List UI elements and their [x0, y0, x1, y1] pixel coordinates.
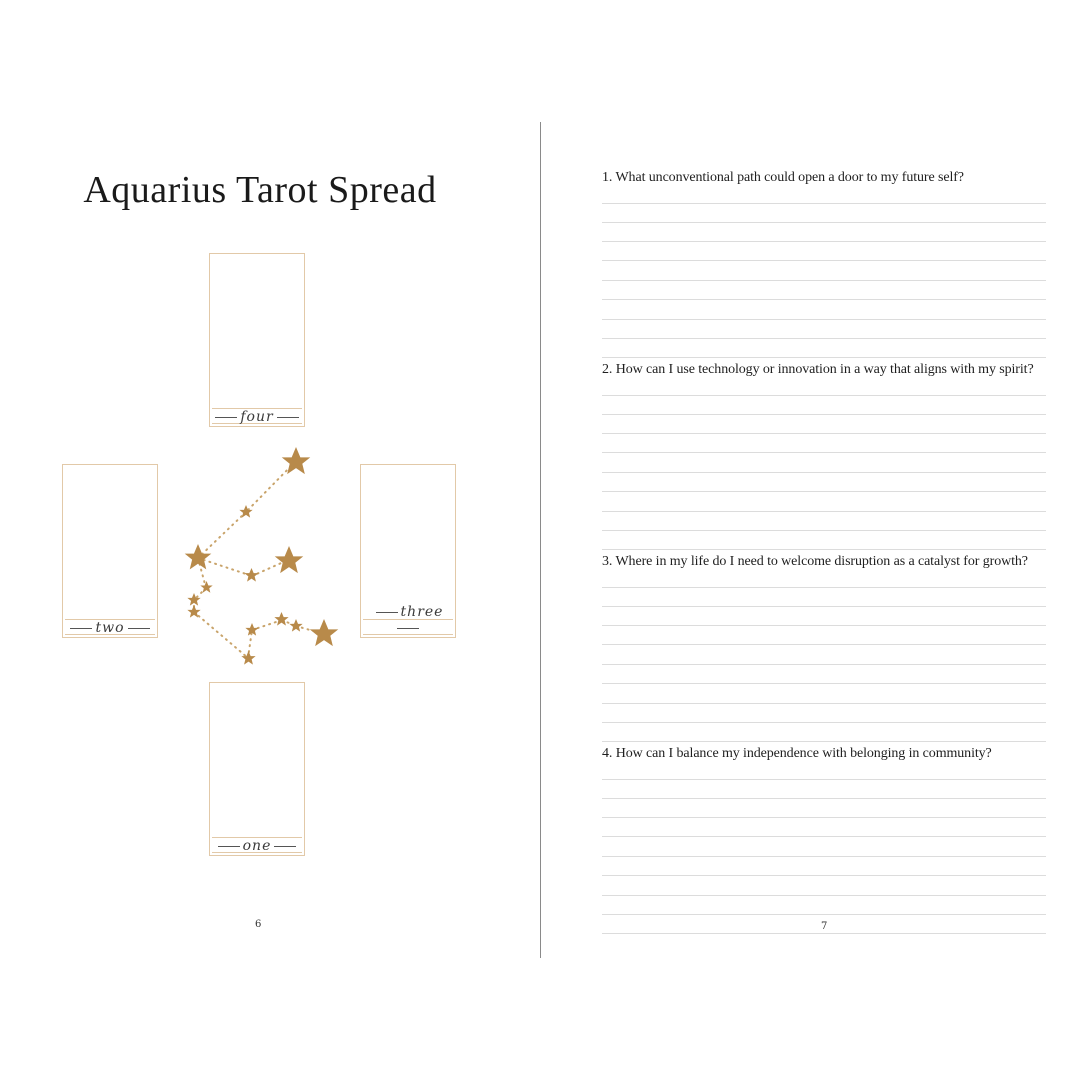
writing-lines-2[interactable]	[602, 395, 1046, 555]
card-slot-four	[209, 253, 305, 427]
card-label-band	[363, 604, 453, 635]
card-slot-two	[62, 464, 158, 638]
card-label-band	[212, 408, 302, 424]
question-1: 1. What unconventional path could open a door to my future self?	[602, 170, 964, 185]
writing-lines-4[interactable]	[602, 779, 1046, 939]
card-label-band	[212, 837, 302, 853]
aquarius-constellation-icon	[170, 440, 360, 680]
star-icon	[289, 619, 302, 632]
writing-lines-1[interactable]	[602, 203, 1046, 363]
card-label-four: four	[212, 409, 302, 425]
card-label-three: three	[363, 604, 453, 636]
spread-title: Aquarius Tarot Spread	[83, 169, 437, 211]
question-2: 2. How can I use technology or innovation in a way that aligns with my spirit?	[602, 362, 1034, 377]
star-icon	[200, 581, 212, 593]
question-3: 3. Where in my life do I need to welcome disruption as a catalyst for growth?	[602, 554, 1028, 569]
star-icon	[244, 568, 258, 582]
star-icon	[185, 544, 212, 569]
constellation-dotted-lines	[194, 462, 324, 658]
card-label-two: two	[65, 620, 155, 636]
right-page	[542, 0, 1080, 1080]
page-number-left: 6	[255, 919, 262, 930]
card-label-one: one	[212, 838, 302, 854]
star-icon	[310, 619, 339, 646]
card-label-band	[65, 619, 155, 635]
writing-lines-3[interactable]	[602, 587, 1046, 747]
page-divider	[540, 122, 541, 958]
star-icon	[187, 593, 200, 606]
star-icon	[241, 651, 255, 665]
card-slot-three	[360, 464, 456, 638]
page-number-right: 7	[821, 921, 828, 932]
star-icon	[274, 612, 288, 626]
card-slot-one	[209, 682, 305, 856]
star-icon	[275, 546, 304, 573]
question-4: 4. How can I balance my independence with belonging in community?	[602, 746, 992, 761]
